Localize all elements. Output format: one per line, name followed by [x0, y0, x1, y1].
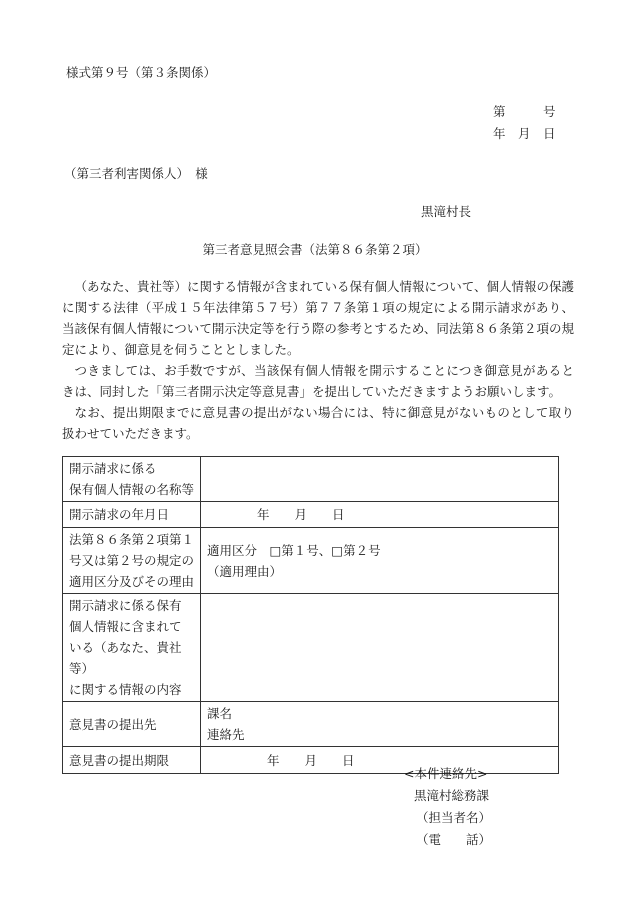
table-row	[63, 457, 559, 502]
contact-info: 連絡先	[207, 727, 245, 742]
request-date-value: 年 月 日	[257, 507, 345, 522]
body-paragraph-1: （あなた、貴社等）に関する情報が含まれている保有個人情報について、個人情報の保護に関する法律（平成１５年法律第５７号）第７７条第１項の規定による開示請求があり、当該保有個人情報について開示決定等を行う際の参考とするため、同法第８６条第２項の規定により、御意見を伺うこととしました。	[62, 279, 575, 357]
table-row	[63, 702, 559, 747]
table-value-cell	[201, 594, 559, 702]
table-value-cell	[201, 747, 559, 774]
label-line: いる（あなた、貴社等）	[69, 640, 182, 676]
label-line: 開示請求に係る保有	[69, 598, 182, 613]
document-title: 第三者意見照会書（法第８６条第２項）	[202, 242, 428, 257]
sender: 黒滝村長	[421, 204, 472, 219]
table-label-cell: 開示請求の年月日	[63, 502, 201, 528]
label-line: 号又は第２号の規定の	[69, 553, 195, 568]
addressee: （第三者利害関係人） 様	[64, 166, 208, 181]
label-line: 適用区分及びその理由	[69, 574, 195, 589]
table-label-cell	[63, 528, 201, 594]
contact-heading: <本件連絡先>	[404, 766, 488, 781]
deadline-value: 年 月 日	[267, 752, 355, 768]
contact-person: （担当者名）	[416, 810, 492, 825]
document-number: 第 号	[493, 104, 556, 119]
contact-block	[404, 763, 491, 851]
table-value-cell	[201, 702, 559, 747]
applicable-reason: （適用理由）	[207, 563, 283, 579]
table-label-cell: 意見書の提出先	[63, 702, 201, 747]
table-label-cell: 意見書の提出期限	[63, 747, 201, 774]
body-paragraph-2: つきましては、お手数ですが、当該保有個人情報を開示することにつき御意見があるときは、同封した「第三者開示決定等意見書」を提出していただきますようお願いします。	[62, 363, 574, 399]
label-line: 個人情報に含まれて	[69, 619, 182, 634]
form-number: 様式第９号（第３条関係）	[66, 65, 217, 80]
label-line: 法第８６条第２項第１	[69, 532, 195, 547]
table-value-cell	[201, 528, 559, 594]
label-line: 保有個人情報の名称等	[69, 482, 195, 497]
contact-phone: （電 話）	[416, 832, 492, 847]
body-paragraph-3: なお、提出期限までに意見書の提出がない場合には、特に御意見がないものとして取り扱わせていただきます。	[62, 405, 574, 441]
table-label-cell	[63, 457, 201, 502]
info-table	[62, 456, 559, 774]
table-value-cell	[201, 502, 559, 528]
section-name: 課名	[207, 706, 233, 721]
table-row	[63, 594, 559, 702]
applicable-category: 適用区分 □第１号、□第２号	[207, 542, 381, 558]
label-line: に関する情報の内容	[69, 682, 182, 697]
table-label-cell	[63, 594, 201, 702]
contact-department: 黒滝村総務課	[414, 788, 490, 803]
body-text	[62, 276, 574, 444]
label-line: 開示請求に係る	[69, 461, 157, 476]
document-date: 年 月 日	[493, 126, 556, 141]
table-value-cell	[201, 457, 559, 502]
table-row	[63, 502, 559, 528]
table-row	[63, 528, 559, 594]
